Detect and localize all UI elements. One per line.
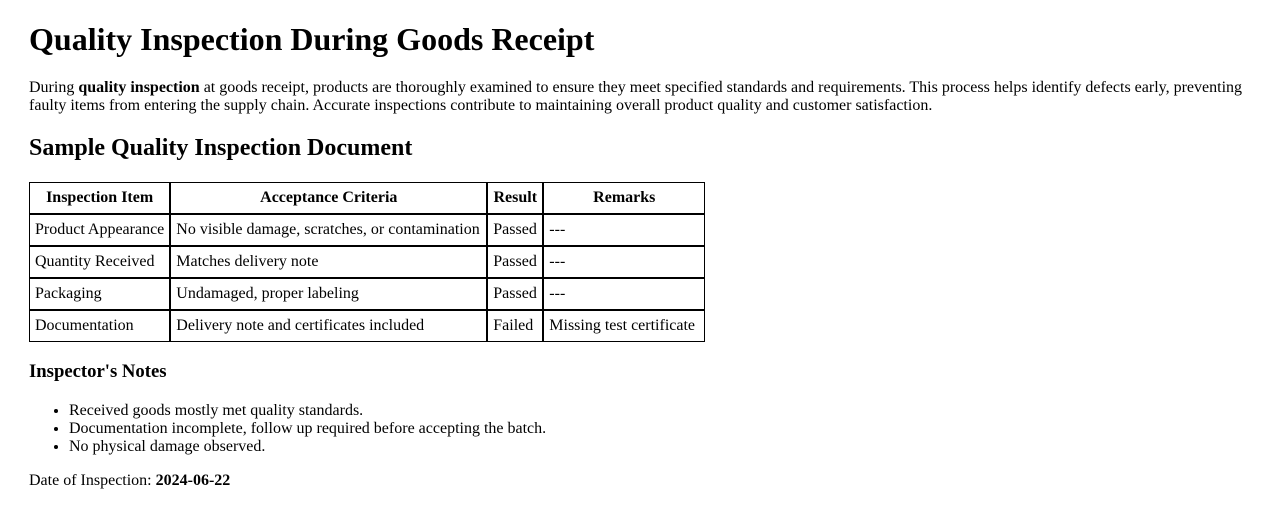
table-row	[29, 214, 705, 246]
intro-bold-phrase: quality inspection	[78, 79, 200, 96]
list-item: • Received goods mostly met quality standards.	[69, 402, 1248, 420]
inspection-date-label: Date of Inspection:	[29, 472, 156, 489]
intro-paragraph	[29, 79, 1248, 115]
cell-remarks: Missing test certificate	[543, 310, 705, 342]
page-title: Quality Inspection During Goods Receipt	[29, 21, 595, 57]
cell-inspection-item: Quantity Received	[29, 246, 170, 278]
cell-remarks: ---	[543, 246, 705, 278]
cell-remarks: ---	[543, 278, 705, 310]
cell-result: Failed	[487, 310, 543, 342]
table-body	[29, 214, 705, 342]
column-header-acceptance-criteria: Acceptance Criteria	[170, 182, 487, 214]
cell-acceptance-criteria: Matches delivery note	[170, 246, 487, 278]
cell-result: Passed	[487, 214, 543, 246]
cell-result: Passed	[487, 246, 543, 278]
notes-heading: Inspector's Notes	[29, 361, 167, 382]
table-row	[29, 310, 705, 342]
notes-list	[29, 402, 1248, 456]
intro-text-after: at goods receipt, products are thoroughly examined to ensure they meet specified standards and requirements. This process helps identify defects early, preventing faulty items from entering the supply chain. Accurate inspections contribute to maintaining overall product quality and customer satisfaction.	[29, 79, 1243, 114]
table-row	[29, 246, 705, 278]
table-row	[29, 278, 705, 310]
section-heading: Sample Quality Inspection Document	[29, 135, 413, 161]
inspection-date-line	[29, 472, 1248, 490]
inspection-date-value: 2024-06-22	[155, 472, 231, 489]
cell-acceptance-criteria: Delivery note and certificates included	[170, 310, 487, 342]
cell-acceptance-criteria: Undamaged, proper labeling	[170, 278, 487, 310]
list-item: • No physical damage observed.	[69, 438, 1248, 456]
inspection-table	[29, 182, 705, 342]
list-item: • Documentation incomplete, follow up required before accepting the batch.	[69, 420, 1248, 438]
cell-result: Passed	[487, 278, 543, 310]
table-head	[29, 182, 705, 214]
column-header-result: Result	[487, 182, 543, 214]
cell-inspection-item: Packaging	[29, 278, 170, 310]
cell-acceptance-criteria: No visible damage, scratches, or contamination	[170, 214, 487, 246]
column-header-inspection-item: Inspection Item	[29, 182, 170, 214]
table-header-row	[29, 182, 705, 214]
column-header-remarks: Remarks	[543, 182, 705, 214]
intro-text-before: During	[29, 79, 79, 96]
cell-inspection-item: Product Appearance	[29, 214, 170, 246]
cell-remarks: ---	[543, 214, 705, 246]
cell-inspection-item: Documentation	[29, 310, 170, 342]
